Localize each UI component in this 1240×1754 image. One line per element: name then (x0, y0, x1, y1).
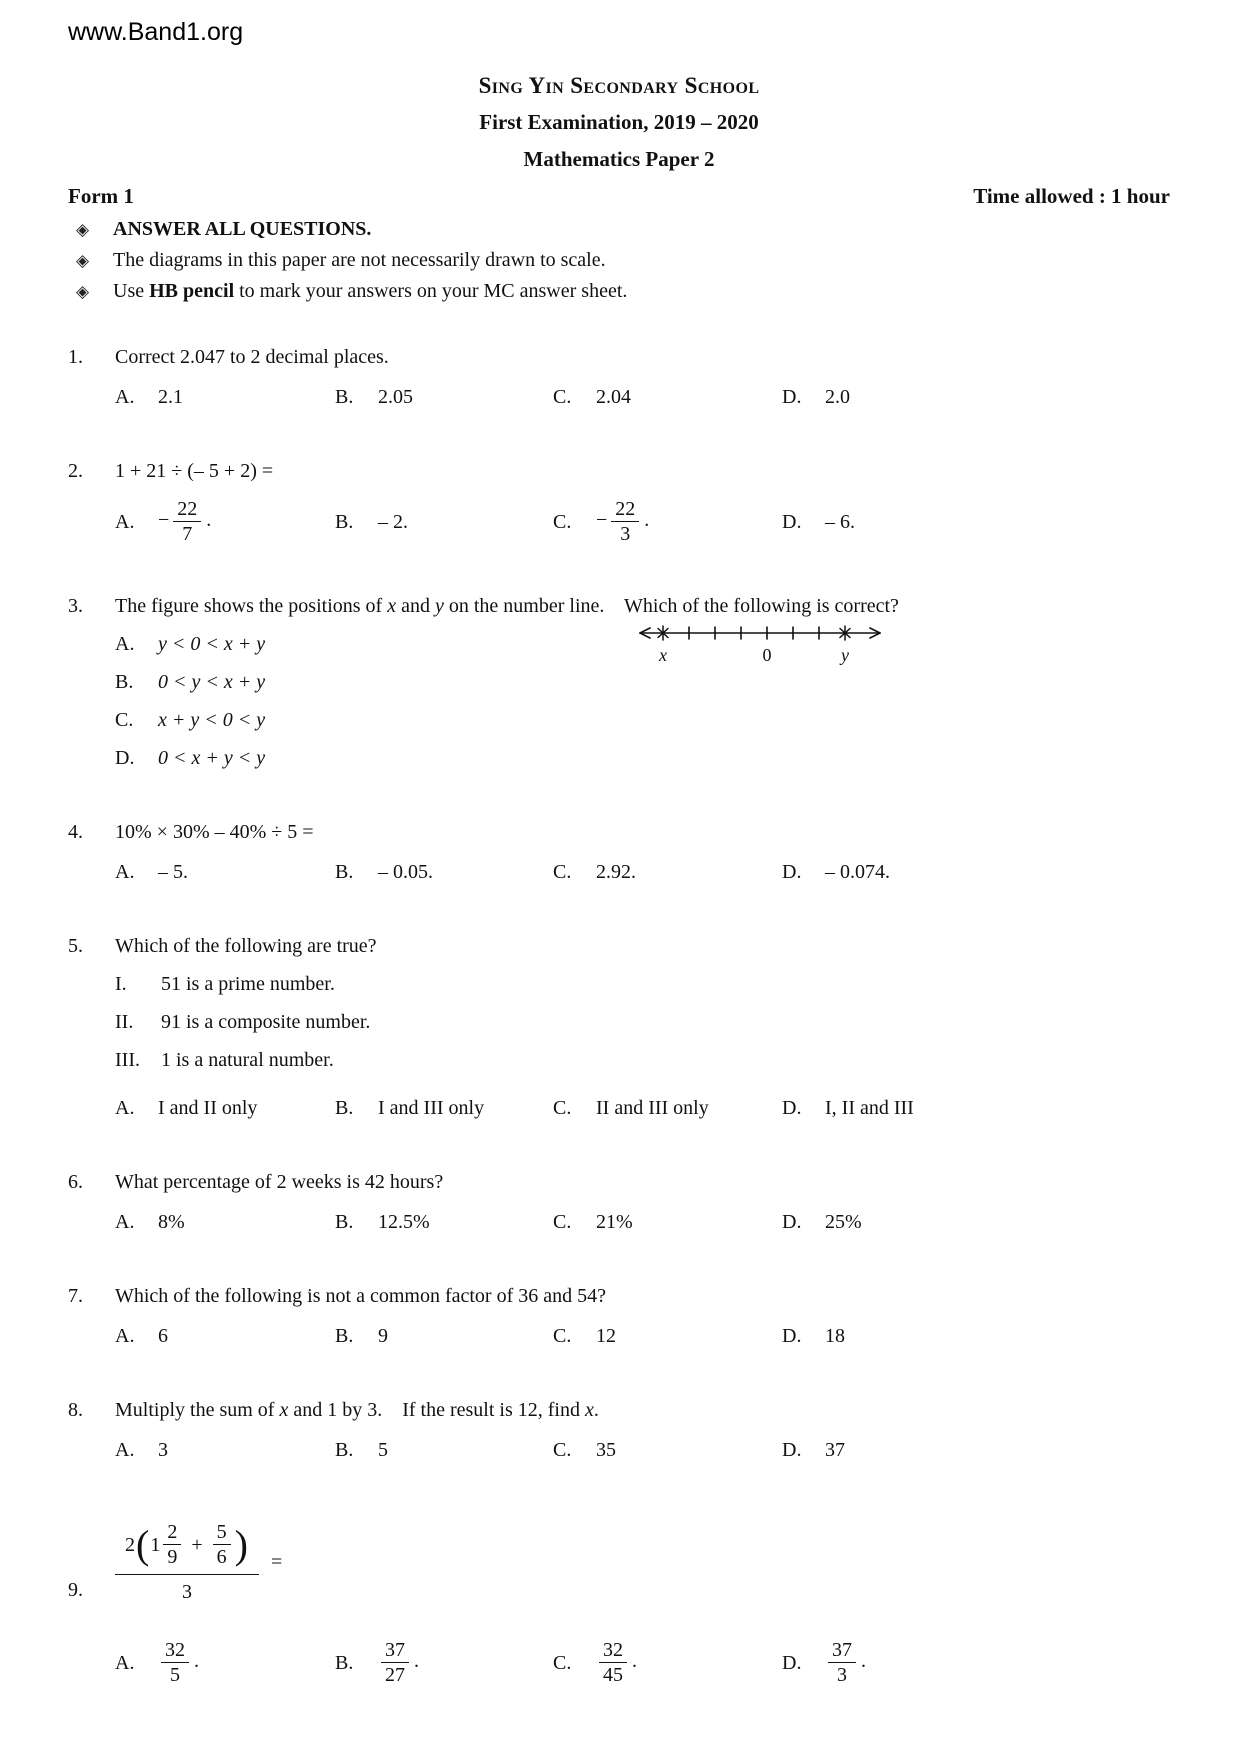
form-row (68, 183, 1170, 210)
option-b (335, 509, 553, 535)
question-number: 8. (68, 1399, 83, 1422)
option-a (115, 859, 335, 885)
option-letter: B. (335, 510, 354, 533)
option-c (553, 859, 782, 885)
variable-x: x (279, 1399, 289, 1422)
fraction (828, 1639, 856, 1686)
question-text: What percentage of 2 weeks is 42 hours? (115, 1171, 444, 1194)
question-9 (68, 1519, 1170, 1686)
fraction-denominator: 45 (603, 1664, 623, 1687)
statement-text: 91 is a composite number. (161, 1011, 371, 1034)
instruction-line (68, 216, 1170, 242)
option-d (782, 509, 1170, 535)
option-value: I, II and III (825, 1097, 914, 1120)
fraction-numerator: 32 (599, 1639, 627, 1663)
question-3 (68, 593, 1170, 771)
question-text-part: on the number line. Which of the following is correct? (443, 595, 899, 618)
option-value: 37 (825, 1439, 845, 1462)
option-letter: C. (553, 1325, 572, 1348)
option-b (335, 1095, 553, 1121)
option-b (335, 1639, 553, 1686)
option-letter: D. (782, 1325, 802, 1348)
option-letter: A. (115, 510, 135, 533)
numberline-label-y: y (841, 645, 849, 666)
question-text-part: and (396, 595, 435, 618)
option-value: 12 (596, 1325, 616, 1348)
period: . (414, 1650, 419, 1673)
fraction-denominator: 27 (385, 1664, 405, 1687)
option-value: – 0.074. (825, 861, 890, 884)
period: . (861, 1650, 866, 1673)
option-a (115, 1209, 335, 1235)
option-a (115, 1095, 335, 1121)
option-value (596, 1639, 637, 1686)
options-row (115, 859, 1170, 885)
question-text: Which of the following are true? (115, 935, 377, 958)
question-8 (68, 1397, 1170, 1463)
option-letter: C. (553, 1651, 572, 1674)
period: . (632, 1650, 637, 1673)
fraction (173, 498, 201, 545)
big-fraction-denominator: 3 (181, 1581, 192, 1604)
option-value: y < 0 < x + y (158, 633, 266, 656)
option-letter: D. (782, 510, 802, 533)
fraction (599, 1639, 627, 1686)
period: . (194, 1650, 199, 1673)
option-value: 12.5% (378, 1211, 430, 1234)
instruction-text-post: to mark your answers on your MC answer sheet. (234, 280, 628, 303)
option-value: 0 < y < x + y (158, 671, 266, 694)
option-letter: C. (553, 510, 572, 533)
statement-numeral: I. (115, 973, 127, 996)
option-letter: C. (553, 1211, 572, 1234)
big-fraction-numerator (115, 1519, 259, 1575)
diamond-bullet-icon: ◈ (76, 282, 90, 302)
option-c (553, 1209, 782, 1235)
option-letter: C. (553, 1439, 572, 1462)
question-text-part: . (593, 1399, 599, 1422)
instruction-text-bold: HB pencil (149, 280, 235, 303)
option-value: – 6. (825, 510, 855, 533)
instructions (68, 216, 1170, 304)
option-value: 2.0 (825, 386, 850, 409)
option-letter: D. (782, 861, 802, 884)
fraction (611, 498, 639, 545)
option-b (335, 384, 553, 410)
fraction-denominator: 3 (837, 1664, 847, 1687)
fraction (163, 1521, 181, 1568)
option-letter: D. (782, 1439, 802, 1462)
option-b (335, 1437, 553, 1463)
fraction-numerator: 22 (173, 498, 201, 522)
question-7 (68, 1283, 1170, 1349)
option-letter: A. (115, 1325, 135, 1348)
option-d (782, 1437, 1170, 1463)
option-value: 18 (825, 1325, 845, 1348)
option-a (115, 1323, 335, 1349)
option-c (553, 384, 782, 410)
options-row (115, 498, 1170, 545)
question-1 (68, 344, 1170, 410)
instruction-text-pre: Use (113, 280, 150, 303)
option-b (115, 669, 1170, 695)
option-letter: D. (782, 1097, 802, 1120)
option-d (782, 1209, 1170, 1235)
fraction-numerator: 37 (828, 1639, 856, 1663)
equals-sign: = (270, 1551, 283, 1574)
numberline-label-x: x (659, 645, 667, 666)
question-text: 1 + 21 ÷ (– 5 + 2) = (115, 460, 274, 483)
instruction-text: The diagrams in this paper are not necessarily drawn to scale. (113, 249, 606, 272)
fraction (213, 1521, 231, 1568)
fraction-numerator: 32 (161, 1639, 189, 1663)
option-b (335, 1323, 553, 1349)
fraction-numerator: 37 (381, 1639, 409, 1663)
option-letter: A. (115, 633, 135, 656)
options-row (115, 384, 1170, 410)
option-b (335, 859, 553, 885)
option-d (782, 1095, 1170, 1121)
form-label: Form 1 (68, 183, 134, 208)
option-value: 5 (378, 1439, 388, 1462)
option-a (115, 498, 335, 545)
options-row (115, 1437, 1170, 1463)
question-number: 2. (68, 460, 83, 483)
paper-title: Mathematics Paper 2 (523, 146, 715, 171)
question-2 (68, 458, 1170, 545)
minus-sign: − (158, 509, 170, 532)
option-value (825, 1639, 866, 1686)
option-value: 35 (596, 1439, 616, 1462)
option-letter: B. (335, 1439, 354, 1462)
question-6 (68, 1169, 1170, 1235)
option-letter: B. (335, 861, 354, 884)
option-letter: A. (115, 1651, 135, 1674)
fraction (381, 1639, 409, 1686)
option-d (782, 1639, 1170, 1686)
option-c (115, 707, 1170, 733)
open-paren: ( (136, 1521, 150, 1567)
question-text: Correct 2.047 to 2 decimal places. (115, 346, 389, 369)
close-paren: ) (234, 1521, 248, 1567)
instruction-line (68, 247, 1170, 273)
option-value: 9 (378, 1325, 388, 1348)
period: . (206, 509, 212, 532)
option-value: 2.1 (158, 386, 183, 409)
fraction-numerator: 5 (213, 1521, 231, 1545)
option-c (553, 1323, 782, 1349)
instruction-line (68, 278, 1170, 304)
option-d (782, 384, 1170, 410)
option-letter: B. (335, 386, 354, 409)
option-b (335, 1209, 553, 1235)
question-number: 5. (68, 935, 83, 958)
options-row (115, 1095, 1170, 1121)
question-4 (68, 819, 1170, 885)
question-text: Which of the following is not a common factor of 36 and 54? (115, 1285, 606, 1308)
school-name: Sing Yin Secondary School (478, 72, 760, 98)
question-text-part: The figure shows the positions of (115, 595, 388, 618)
time-allowed: Time allowed : 1 hour (973, 183, 1170, 208)
option-letter: A. (115, 386, 135, 409)
diamond-bullet-icon: ◈ (76, 220, 90, 240)
fraction-numerator: 22 (611, 498, 639, 522)
question-5 (68, 933, 1170, 1121)
option-value: 21% (596, 1211, 633, 1234)
question-text-part: and 1 by 3. If the result is 12, find (288, 1399, 585, 1422)
fraction-denominator: 5 (170, 1664, 180, 1687)
option-value: 2.04 (596, 386, 631, 409)
big-fraction (115, 1519, 259, 1605)
option-value (378, 1639, 419, 1686)
option-letter: B. (335, 1097, 354, 1120)
option-value: 2.05 (378, 386, 413, 409)
option-value (596, 498, 649, 545)
option-c (553, 1095, 782, 1121)
fraction-numerator: 2 (163, 1521, 181, 1545)
options-row (115, 1639, 1170, 1686)
option-letter: C. (115, 709, 134, 732)
option-letter: D. (115, 747, 135, 770)
numberline-label-zero: 0 (762, 645, 772, 666)
fraction-denominator: 7 (182, 523, 193, 546)
fraction (161, 1639, 189, 1686)
option-value: I and II only (158, 1097, 258, 1120)
question-text: 10% × 30% – 40% ÷ 5 = (115, 821, 314, 844)
statement-2 (115, 1009, 1170, 1035)
option-a (115, 1639, 335, 1686)
minus-sign: − (596, 509, 608, 532)
option-value: – 2. (378, 510, 408, 533)
option-letter: C. (553, 861, 572, 884)
option-value: – 0.05. (378, 861, 433, 884)
option-value: 25% (825, 1211, 862, 1234)
statement-3 (115, 1047, 1170, 1073)
question-number: 1. (68, 346, 83, 369)
mixed-whole: 1 (150, 1533, 161, 1556)
option-letter: C. (553, 386, 572, 409)
question-number: 6. (68, 1171, 83, 1194)
question-number: 9. (68, 1579, 83, 1602)
fraction-denominator: 9 (167, 1546, 178, 1569)
variable-x: x (387, 595, 397, 618)
question-expression (115, 1519, 1170, 1605)
instruction-text (113, 278, 627, 304)
option-letter: B. (335, 1651, 354, 1674)
option-letter: D. (782, 386, 802, 409)
variable-y: y (434, 595, 444, 618)
option-d (782, 1323, 1170, 1349)
question-number: 3. (68, 595, 83, 618)
statement-numeral: III. (115, 1049, 140, 1072)
option-letter: A. (115, 1097, 135, 1120)
option-value: 0 < x + y < y (158, 747, 266, 770)
question-number: 4. (68, 821, 83, 844)
question-number: 7. (68, 1285, 83, 1308)
option-letter: D. (782, 1651, 802, 1674)
question-text (115, 593, 1170, 619)
option-letter: C. (553, 1097, 572, 1120)
option-d (115, 745, 1170, 771)
option-value (158, 1639, 199, 1686)
period: . (644, 509, 650, 532)
coefficient: 2 (125, 1533, 135, 1556)
option-value: I and III only (378, 1097, 485, 1120)
fraction-denominator: 3 (620, 523, 631, 546)
option-c (553, 498, 782, 545)
option-letter: B. (335, 1325, 354, 1348)
option-d (782, 859, 1170, 885)
option-value: x + y < 0 < y (158, 709, 266, 732)
option-letter: B. (115, 671, 134, 694)
question-text-part: Multiply the sum of (115, 1399, 280, 1422)
diamond-bullet-icon: ◈ (76, 251, 90, 271)
statement-text: 51 is a prime number. (161, 973, 335, 996)
options-row (115, 1323, 1170, 1349)
option-value: 3 (158, 1439, 168, 1462)
option-letter: A. (115, 861, 135, 884)
option-c (553, 1639, 782, 1686)
option-value: 8% (158, 1211, 185, 1234)
statement-text: 1 is a natural number. (161, 1049, 334, 1072)
instruction-text: ANSWER ALL QUESTIONS. (113, 218, 372, 241)
option-a (115, 384, 335, 410)
option-value (158, 498, 211, 545)
option-letter: A. (115, 1211, 135, 1234)
statement-1 (115, 971, 1170, 997)
option-letter: D. (782, 1211, 802, 1234)
option-value: II and III only (596, 1097, 709, 1120)
question-text (115, 1397, 1170, 1423)
option-value: – 5. (158, 861, 188, 884)
numberline-figure (635, 619, 885, 671)
option-letter: A. (115, 1439, 135, 1462)
exam-title: First Examination, 2019 – 2020 (479, 110, 759, 135)
option-letter: B. (335, 1211, 354, 1234)
option-value: 2.92. (596, 861, 636, 884)
plus-sign: + (191, 1533, 203, 1556)
option-a (115, 1437, 335, 1463)
option-c (553, 1437, 782, 1463)
statement-numeral: II. (115, 1011, 134, 1034)
options-row (115, 1209, 1170, 1235)
variable-x: x (584, 1399, 594, 1422)
fraction-denominator: 6 (216, 1546, 227, 1569)
option-value: 6 (158, 1325, 168, 1348)
watermark: www.Band1.org (68, 18, 244, 46)
